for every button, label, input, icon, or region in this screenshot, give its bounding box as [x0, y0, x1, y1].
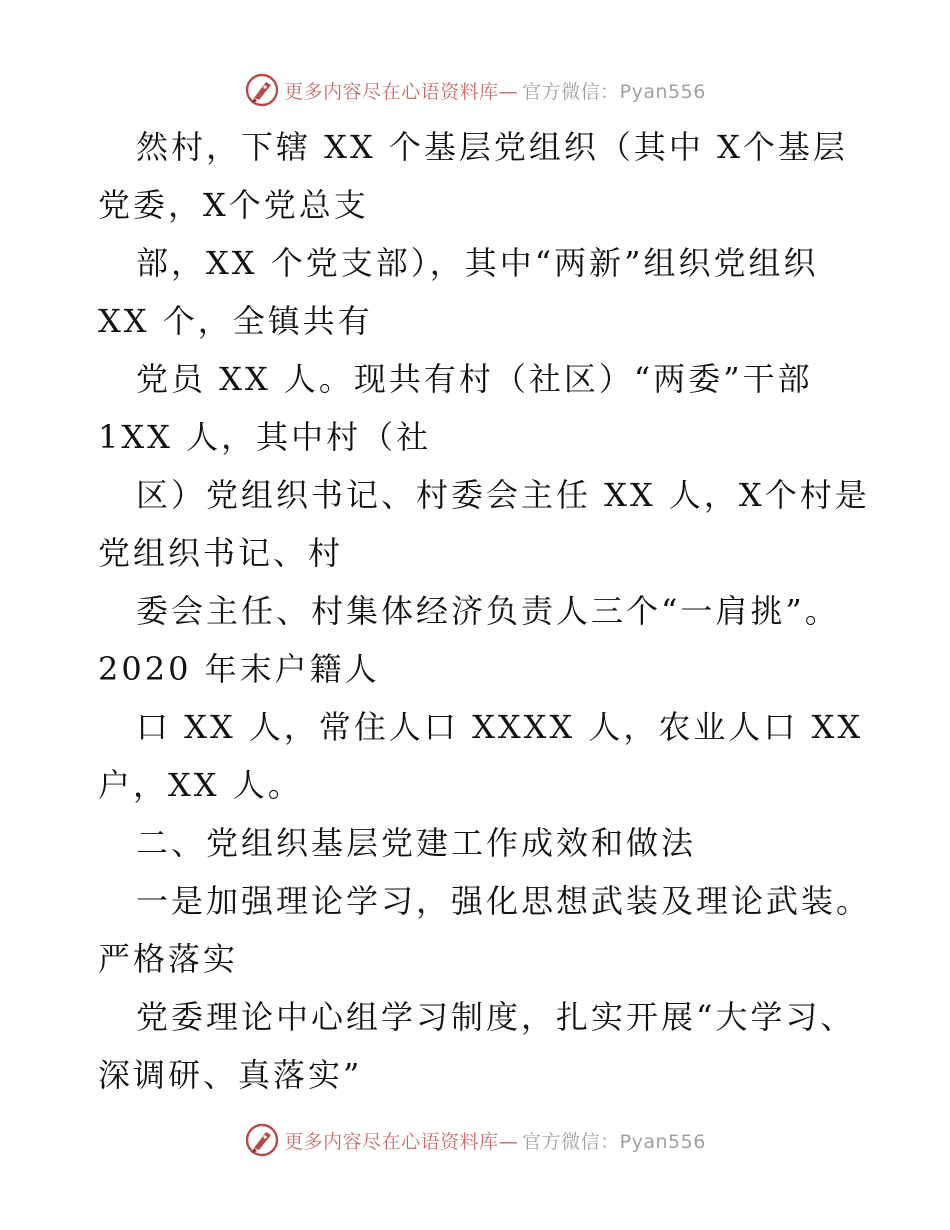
section-heading: 二、党组织基层党建工作成效和做法: [136, 824, 697, 862]
document-body: [98, 118, 898, 1104]
body-line: 户，XX 人。: [98, 766, 303, 804]
body-line: 深调研、真落实”: [98, 1056, 363, 1094]
body-line: 区）党组织书记、村委会主任 XX 人，X个村是: [136, 476, 870, 514]
body-line: 党委，X个党总支: [98, 186, 369, 224]
body-line: 严格落实: [98, 940, 239, 978]
body-line: 2020 年末户籍人: [98, 650, 380, 688]
body-line: 党委理论中心组学习制度，扎实开展“大学习、: [136, 998, 856, 1036]
pen-nib-logo-icon: [244, 1122, 280, 1158]
header-watermark: [0, 70, 950, 110]
body-line: 然村，下辖 XX 个基层党组织（其中 X个基层: [136, 128, 848, 166]
body-line: 一是加强理论学习，强化思想武装及理论武装。: [136, 882, 872, 920]
watermark-text: 更多内容尽在心语资料库—: [284, 1130, 519, 1153]
body-line: 党组织书记、村: [98, 534, 344, 572]
body-line: 部，XX 个党支部），其中“两新”组织党组织: [136, 244, 819, 282]
watermark-wechat: 官方微信：Pyan556: [522, 80, 706, 103]
watermark-text: 更多内容尽在心语资料库—: [284, 80, 519, 103]
body-line: 口 XX 人，常住人口 XXXX 人，农业人口 XX: [136, 708, 864, 746]
footer-watermark: [0, 1120, 950, 1160]
body-line: 委会主任、村集体经济负责人三个“一肩挑”。: [136, 592, 840, 630]
body-line: 党员 XX 人。现共有村（社区）“两委”干部: [136, 360, 813, 398]
watermark-wechat: 官方微信：Pyan556: [522, 1130, 706, 1153]
pen-nib-logo-icon: [244, 72, 280, 108]
body-line: 1XX 人，其中村（社: [98, 418, 432, 456]
body-line: XX 个，全镇共有: [98, 302, 373, 340]
